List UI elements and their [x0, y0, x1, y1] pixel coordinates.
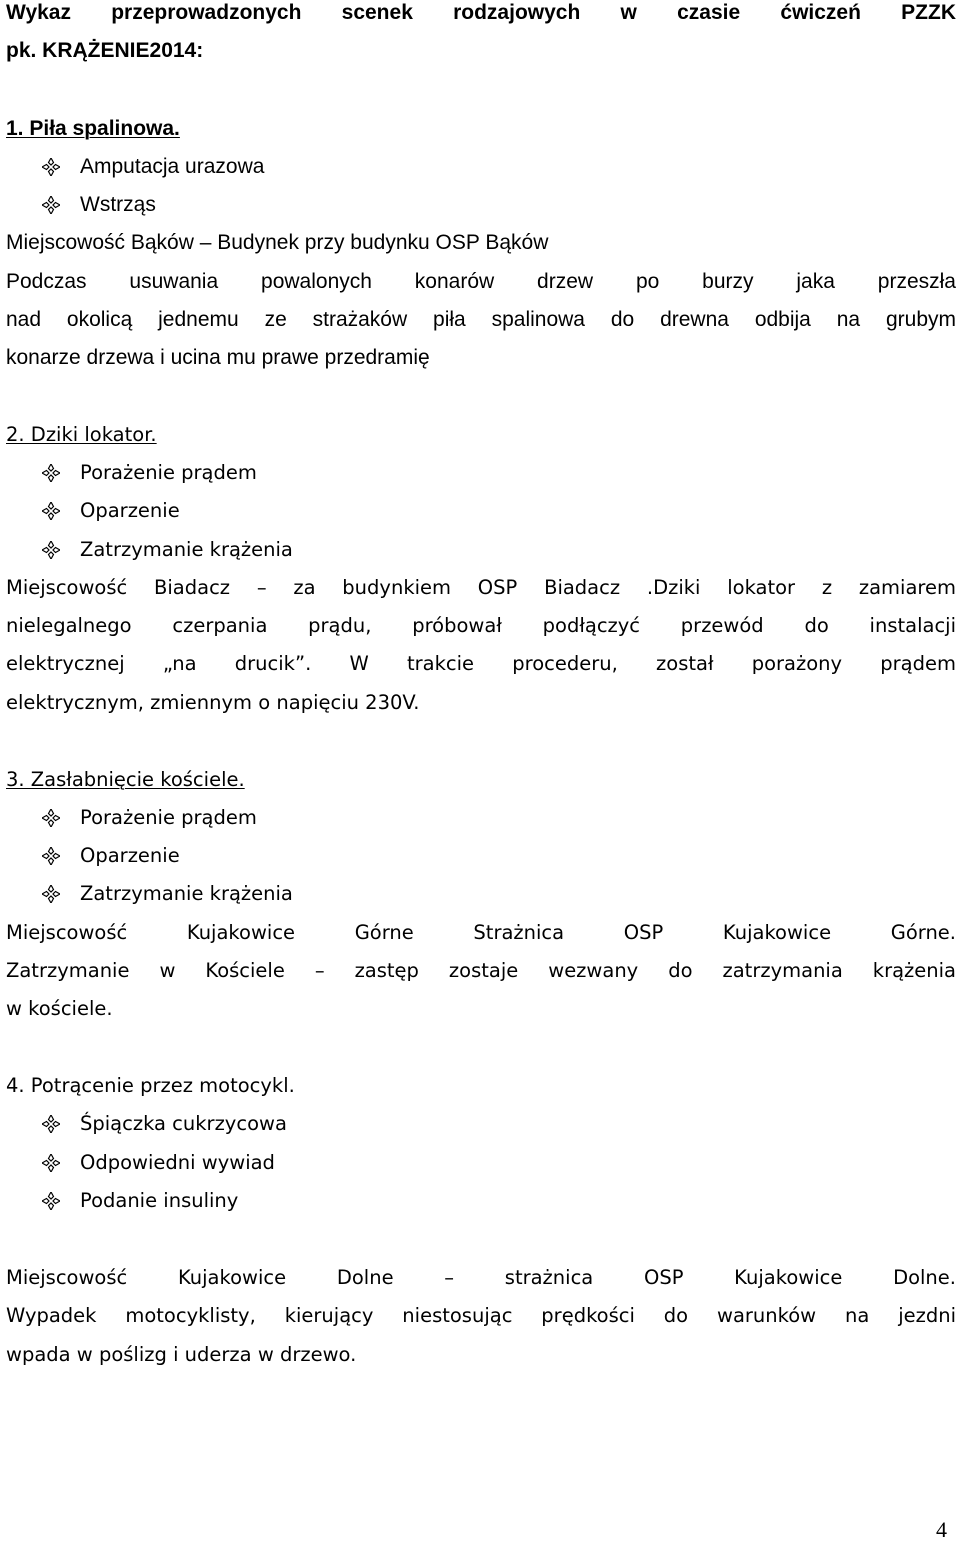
- scenario-2-description-line: nielegalnego czerpania prądu, próbował podłączyć przewód do instalacji: [6, 614, 956, 637]
- scenario-3-location: Miejscowość Kujakowice Górne Strażnica OSP Kujakowice Górne.: [6, 921, 956, 944]
- scenario-4-description-line: wpada w poślizg i uderza w drzewo.: [6, 1343, 357, 1366]
- scenario-1-description-line: nad okolicą jednemu ze strażaków piła spalinowa do drewna odbija na grubym: [6, 308, 956, 331]
- four-diamond-bullet-icon: [42, 809, 60, 827]
- scenario-1-bullet: [6, 154, 960, 180]
- scenario-2-heading: 2. Dziki lokator.: [6, 423, 157, 446]
- four-diamond-bullet-icon: [42, 1154, 60, 1172]
- four-diamond-bullet-icon: [42, 158, 60, 176]
- bullet-text: Oparzenie: [80, 844, 180, 867]
- scenario-3-bullet: [6, 881, 960, 907]
- scenario-2-bullet: [6, 460, 960, 486]
- four-diamond-bullet-icon: [42, 541, 60, 559]
- scenario-3-description-line: Zatrzymanie w Kościele – zastęp zostaje wezwany do zatrzymania krążenia: [6, 959, 956, 982]
- scenario-2-bullet: [6, 537, 960, 563]
- scenario-2-description-line: elektrycznym, zmiennym o napięciu 230V.: [6, 691, 420, 714]
- document-title-line-2: pk. KRĄŻENIE2014:: [6, 39, 204, 62]
- bullet-text: Porażenie prądem: [80, 461, 257, 484]
- four-diamond-bullet-icon: [42, 1115, 60, 1133]
- scenario-1-location: Miejscowość Bąków – Budynek przy budynku OSP Bąków: [6, 231, 549, 254]
- four-diamond-bullet-icon: [42, 1192, 60, 1210]
- four-diamond-bullet-icon: [42, 502, 60, 520]
- bullet-text: Śpiączka cukrzycowa: [80, 1112, 287, 1135]
- scenario-4-bullet: [6, 1111, 960, 1137]
- four-diamond-bullet-icon: [42, 464, 60, 482]
- scenario-4-bullet: [6, 1150, 960, 1176]
- scenario-1-heading: 1. Piła spalinowa.: [6, 117, 180, 140]
- document-title-line-1: Wykaz przeprowadzonych scenek rodzajowych w czasie ćwiczeń PZZK: [6, 1, 956, 24]
- bullet-text: Porażenie prądem: [80, 806, 257, 829]
- scenario-2-description-line: elektrycznej „na drucik”. W trakcie procederu, został porażony prądem: [6, 652, 956, 675]
- scenario-3-bullet: [6, 843, 960, 869]
- scenario-3-heading: 3. Zasłabnięcie kościele.: [6, 768, 245, 791]
- scenario-1-description-line: Podczas usuwania powalonych konarów drzew po burzy jaka przeszła: [6, 270, 956, 293]
- scenario-1-description-line: konarze drzewa i ucina mu prawe przedramię: [6, 346, 430, 369]
- scenario-4-heading: 4. Potrącenie przez motocykl.: [6, 1074, 295, 1097]
- bullet-text: Zatrzymanie krążenia: [80, 538, 293, 561]
- bullet-text: Podanie insuliny: [80, 1189, 239, 1212]
- scenario-4-description-line: Wypadek motocyklisty, kierujący niestosując prędkości do warunków na jezdni: [6, 1304, 956, 1327]
- four-diamond-bullet-icon: [42, 885, 60, 903]
- four-diamond-bullet-icon: [42, 196, 60, 214]
- scenario-4-bullet: [6, 1188, 960, 1214]
- scenario-3-bullet: [6, 805, 960, 831]
- bullet-text: Wstrząs: [80, 193, 156, 216]
- scenario-3-description-line: w kościele.: [6, 997, 113, 1020]
- scenario-2-bullet: [6, 498, 960, 524]
- page-number: 4: [936, 1517, 947, 1542]
- scenario-2-location: Miejscowość Biadacz – za budynkiem OSP Biadacz .Dziki lokator z zamiarem: [6, 576, 956, 599]
- scenario-4-location: Miejscowość Kujakowice Dolne – strażnica OSP Kujakowice Dolne.: [6, 1266, 956, 1289]
- bullet-text: Odpowiedni wywiad: [80, 1151, 275, 1174]
- bullet-text: Oparzenie: [80, 499, 180, 522]
- scenario-1-bullet: [6, 192, 960, 218]
- four-diamond-bullet-icon: [42, 847, 60, 865]
- bullet-text: Zatrzymanie krążenia: [80, 882, 293, 905]
- bullet-text: Amputacja urazowa: [80, 155, 265, 178]
